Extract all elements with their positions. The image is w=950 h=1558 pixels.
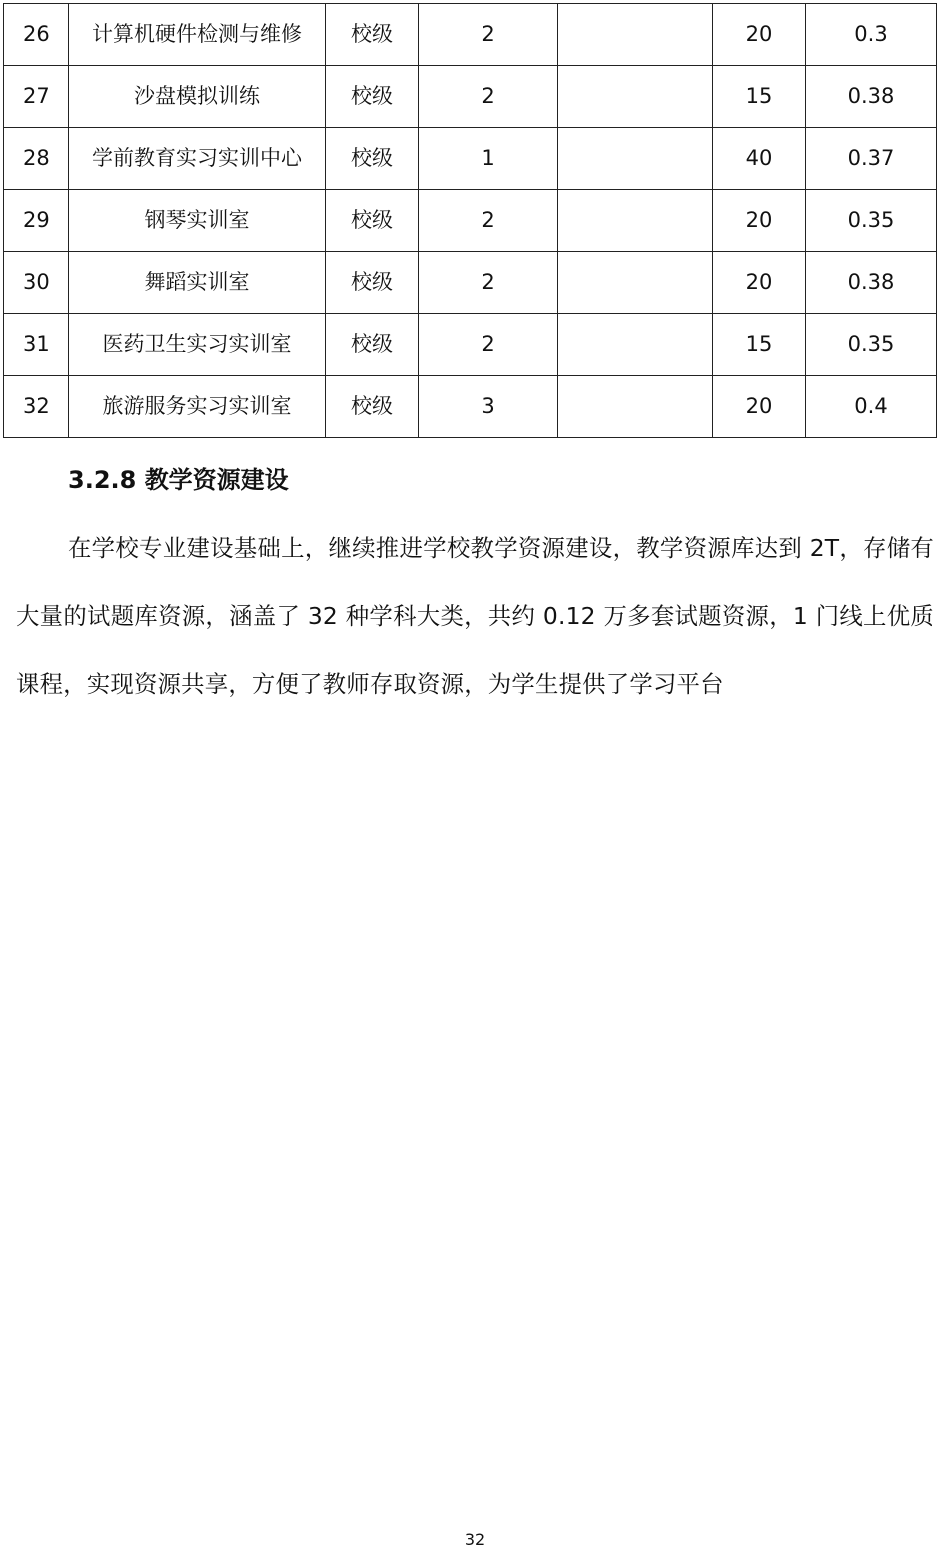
table-row	[4, 376, 937, 438]
capacity-cell: 20	[713, 376, 806, 438]
lab-name-cell: 医药卫生实习实训室	[69, 314, 326, 376]
capacity-cell: 20	[713, 190, 806, 252]
level-cell: 校级	[326, 190, 419, 252]
blank-cell	[558, 190, 713, 252]
lab-name-cell: 学前教育实习实训中心	[69, 128, 326, 190]
ratio-cell: 0.37	[806, 128, 937, 190]
blank-cell	[558, 314, 713, 376]
table-row	[4, 128, 937, 190]
ratio-cell: 0.35	[806, 190, 937, 252]
level-cell: 校级	[326, 66, 419, 128]
table-row	[4, 4, 937, 66]
level-cell: 校级	[326, 314, 419, 376]
capacity-cell: 20	[713, 252, 806, 314]
table-row	[4, 252, 937, 314]
blank-cell	[558, 4, 713, 66]
lab-table-body	[4, 4, 937, 438]
count-cell: 3	[419, 376, 558, 438]
lab-name-cell: 计算机硬件检测与维修	[69, 4, 326, 66]
table-row	[4, 190, 937, 252]
lab-name-cell: 旅游服务实习实训室	[69, 376, 326, 438]
ratio-cell: 0.3	[806, 4, 937, 66]
page-number: 32	[464, 1530, 486, 1549]
count-cell: 2	[419, 190, 558, 252]
blank-cell	[558, 252, 713, 314]
blank-cell	[558, 376, 713, 438]
row-number-cell: 26	[4, 4, 69, 66]
table-row	[4, 314, 937, 376]
capacity-cell: 15	[713, 314, 806, 376]
row-number-cell: 32	[4, 376, 69, 438]
count-cell: 1	[419, 128, 558, 190]
section-heading: 3.2.8 教学资源建设	[68, 466, 289, 494]
count-cell: 2	[419, 252, 558, 314]
level-cell: 校级	[326, 252, 419, 314]
lab-table	[3, 3, 937, 438]
row-number-cell: 30	[4, 252, 69, 314]
level-cell: 校级	[326, 4, 419, 66]
count-cell: 2	[419, 314, 558, 376]
table-row	[4, 66, 937, 128]
lab-name-cell: 沙盘模拟训练	[69, 66, 326, 128]
row-number-cell: 28	[4, 128, 69, 190]
level-cell: 校级	[326, 128, 419, 190]
row-number-cell: 31	[4, 314, 69, 376]
ratio-cell: 0.35	[806, 314, 937, 376]
capacity-cell: 40	[713, 128, 806, 190]
section-paragraph: 在学校专业建设基础上，继续推进学校教学资源建设，教学资源库达到 2T，存储有大量的试题库资源，涵盖了 32 种学科大类，共约 0.12 万多套试题资源，1 门线上优质课程，实现资源共享，方便了教师存取资源，为学生提供了学习平台	[16, 534, 934, 698]
level-cell: 校级	[326, 376, 419, 438]
blank-cell	[558, 128, 713, 190]
capacity-cell: 15	[713, 66, 806, 128]
lab-name-cell: 舞蹈实训室	[69, 252, 326, 314]
ratio-cell: 0.38	[806, 66, 937, 128]
count-cell: 2	[419, 4, 558, 66]
row-number-cell: 29	[4, 190, 69, 252]
ratio-cell: 0.38	[806, 252, 937, 314]
lab-name-cell: 钢琴实训室	[69, 190, 326, 252]
row-number-cell: 27	[4, 66, 69, 128]
count-cell: 2	[419, 66, 558, 128]
ratio-cell: 0.4	[806, 376, 937, 438]
capacity-cell: 20	[713, 4, 806, 66]
blank-cell	[558, 66, 713, 128]
